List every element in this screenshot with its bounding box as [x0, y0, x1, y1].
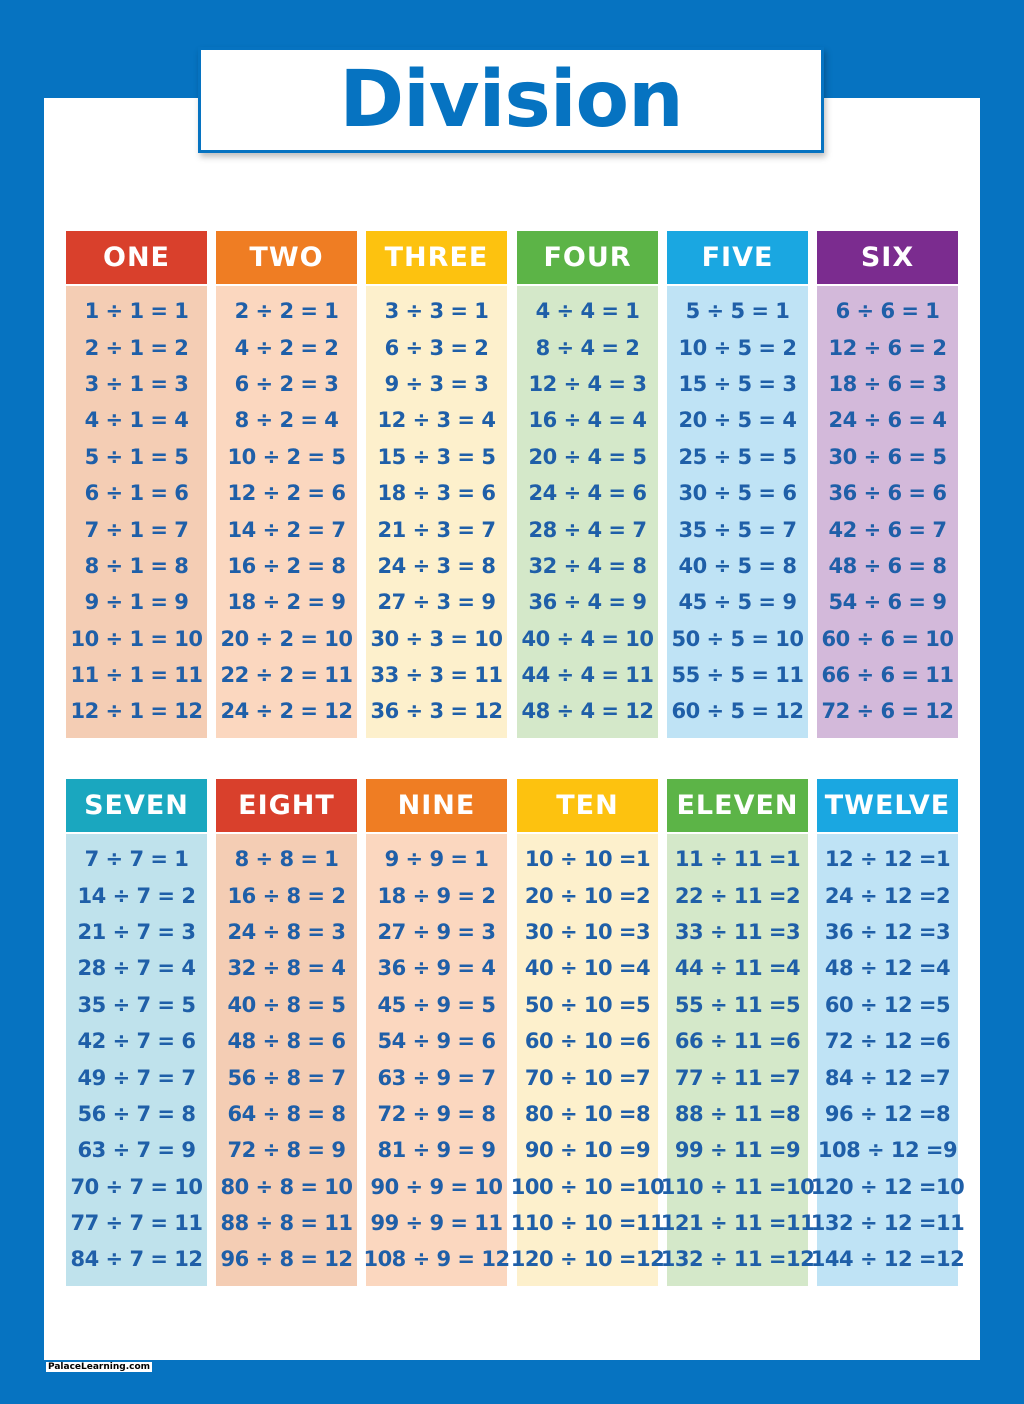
table-header: ELEVEN [667, 779, 808, 832]
equation-row: 20 ÷ 10 =2 [524, 883, 651, 908]
equation-row: 54 ÷ 6 = 9 [828, 590, 947, 615]
equation-row: 7 ÷ 7 = 1 [84, 847, 189, 872]
equation-row: 30 ÷ 5 = 6 [678, 481, 797, 506]
table-column-two [216, 231, 357, 738]
equation-row: 16 ÷ 4 = 4 [528, 408, 647, 433]
equation-row: 24 ÷ 12 =2 [824, 883, 951, 908]
equation-row: 24 ÷ 6 = 4 [828, 408, 947, 433]
equation-row: 56 ÷ 7 = 8 [77, 1101, 196, 1126]
table-column-nine [363, 779, 510, 1286]
equation-row: 24 ÷ 3 = 8 [377, 553, 496, 578]
table-column-one [66, 231, 207, 738]
equation-row: 50 ÷ 10 =5 [524, 992, 651, 1017]
equation-row: 60 ÷ 5 = 12 [671, 699, 804, 724]
table-column-twelve [810, 779, 965, 1286]
equation-row: 44 ÷ 4 = 11 [521, 663, 654, 688]
equation-row: 84 ÷ 12 =7 [824, 1065, 951, 1090]
equation-row: 55 ÷ 5 = 11 [671, 663, 804, 688]
table-header: TWO [216, 231, 357, 284]
equation-row: 50 ÷ 5 = 10 [671, 626, 804, 651]
table-header: TEN [517, 779, 658, 832]
equation-row: 12 ÷ 12 =1 [824, 847, 951, 872]
equation-row: 20 ÷ 2 = 10 [220, 626, 353, 651]
equation-row: 33 ÷ 11 =3 [674, 919, 801, 944]
equation-row: 132 ÷ 12 =11 [810, 1211, 965, 1236]
equation-row: 18 ÷ 9 = 2 [377, 883, 496, 908]
equation-row: 84 ÷ 7 = 12 [70, 1247, 203, 1272]
equation-row: 88 ÷ 8 = 11 [220, 1211, 353, 1236]
page-title: Division [339, 55, 683, 145]
equation-row: 144 ÷ 12 =12 [810, 1247, 965, 1272]
equation-row: 27 ÷ 3 = 9 [377, 590, 496, 615]
equation-row: 72 ÷ 12 =6 [824, 1029, 951, 1054]
table-column-six [817, 231, 958, 738]
equation-row: 72 ÷ 9 = 8 [377, 1101, 496, 1126]
equation-row: 28 ÷ 7 = 4 [77, 956, 196, 981]
table-column-ten [510, 779, 665, 1286]
equation-row: 20 ÷ 5 = 4 [678, 408, 797, 433]
equation-row: 30 ÷ 6 = 5 [828, 444, 947, 469]
equation-row: 11 ÷ 11 =1 [674, 847, 801, 872]
table-body [817, 286, 958, 738]
equation-row: 48 ÷ 8 = 6 [227, 1029, 346, 1054]
table-header: ONE [66, 231, 207, 284]
table-body [366, 286, 507, 738]
equation-row: 9 ÷ 3 = 3 [384, 371, 489, 396]
equation-row: 96 ÷ 12 =8 [824, 1101, 951, 1126]
equation-row: 77 ÷ 7 = 11 [70, 1211, 203, 1236]
equation-row: 6 ÷ 2 = 3 [234, 371, 339, 396]
equation-row: 88 ÷ 11 =8 [674, 1101, 801, 1126]
equation-row: 72 ÷ 8 = 9 [227, 1138, 346, 1163]
equation-row: 25 ÷ 5 = 5 [678, 444, 797, 469]
equation-row: 5 ÷ 1 = 5 [84, 444, 189, 469]
equation-row: 1 ÷ 1 = 1 [84, 299, 189, 324]
equation-row: 63 ÷ 7 = 9 [77, 1138, 196, 1163]
equation-row: 80 ÷ 8 = 10 [220, 1174, 353, 1199]
equation-row: 96 ÷ 8 = 12 [220, 1247, 353, 1272]
equation-row: 120 ÷ 12 =10 [810, 1174, 965, 1199]
equation-row: 16 ÷ 2 = 8 [227, 553, 346, 578]
equation-row: 99 ÷ 11 =9 [674, 1138, 801, 1163]
table-column-seven [66, 779, 207, 1286]
equation-row: 60 ÷ 10 =6 [524, 1029, 651, 1054]
equation-row: 72 ÷ 6 = 12 [821, 699, 954, 724]
equation-row: 108 ÷ 12 =9 [817, 1138, 958, 1163]
equation-row: 10 ÷ 5 = 2 [678, 335, 797, 360]
equation-row: 44 ÷ 11 =4 [674, 956, 801, 981]
equation-row: 8 ÷ 1 = 8 [84, 553, 189, 578]
table-body [667, 286, 808, 738]
equation-row: 81 ÷ 9 = 9 [377, 1138, 496, 1163]
equation-row: 60 ÷ 12 =5 [824, 992, 951, 1017]
equation-row: 27 ÷ 9 = 3 [377, 919, 496, 944]
table-body [517, 286, 658, 738]
footer-credit: PalaceLearning.com [48, 1362, 151, 1372]
equation-row: 110 ÷ 11 =10 [660, 1174, 815, 1199]
equation-row: 10 ÷ 10 =1 [524, 847, 651, 872]
table-header: EIGHT [216, 779, 357, 832]
equation-row: 66 ÷ 6 = 11 [821, 663, 954, 688]
equation-row: 18 ÷ 6 = 3 [828, 371, 947, 396]
table-body [216, 286, 357, 738]
equation-row: 77 ÷ 11 =7 [674, 1065, 801, 1090]
equation-row: 12 ÷ 6 = 2 [828, 335, 947, 360]
equation-row: 132 ÷ 11 =12 [660, 1247, 815, 1272]
equation-row: 8 ÷ 2 = 4 [234, 408, 339, 433]
equation-row: 10 ÷ 2 = 5 [227, 444, 346, 469]
equation-row: 49 ÷ 7 = 7 [77, 1065, 196, 1090]
equation-row: 8 ÷ 4 = 2 [535, 335, 640, 360]
equation-row: 8 ÷ 8 = 1 [234, 847, 339, 872]
table-header: NINE [366, 779, 507, 832]
equation-row: 3 ÷ 1 = 3 [84, 371, 189, 396]
equation-row: 42 ÷ 7 = 6 [77, 1029, 196, 1054]
equation-row: 110 ÷ 10 =11 [510, 1211, 665, 1236]
table-column-four [517, 231, 658, 738]
equation-row: 32 ÷ 4 = 8 [528, 553, 647, 578]
equation-row: 70 ÷ 10 =7 [524, 1065, 651, 1090]
equation-row: 80 ÷ 10 =8 [524, 1101, 651, 1126]
equation-row: 6 ÷ 6 = 1 [835, 299, 940, 324]
equation-row: 108 ÷ 9 = 12 [363, 1247, 510, 1272]
equation-row: 2 ÷ 2 = 1 [234, 299, 339, 324]
equation-row: 4 ÷ 4 = 1 [535, 299, 640, 324]
equation-row: 36 ÷ 9 = 4 [377, 956, 496, 981]
equation-row: 14 ÷ 2 = 7 [227, 517, 346, 542]
equation-row: 36 ÷ 6 = 6 [828, 481, 947, 506]
equation-row: 16 ÷ 8 = 2 [227, 883, 346, 908]
table-body [66, 834, 207, 1286]
equation-row: 36 ÷ 4 = 9 [528, 590, 647, 615]
equation-row: 45 ÷ 5 = 9 [678, 590, 797, 615]
table-column-eleven [660, 779, 815, 1286]
equation-row: 66 ÷ 11 =6 [674, 1029, 801, 1054]
equation-row: 4 ÷ 1 = 4 [84, 408, 189, 433]
equation-row: 48 ÷ 4 = 12 [521, 699, 654, 724]
equation-row: 21 ÷ 7 = 3 [77, 919, 196, 944]
table-header: FOUR [517, 231, 658, 284]
equation-row: 63 ÷ 9 = 7 [377, 1065, 496, 1090]
equation-row: 3 ÷ 3 = 1 [384, 299, 489, 324]
equation-row: 55 ÷ 11 =5 [674, 992, 801, 1017]
equation-row: 21 ÷ 3 = 7 [377, 517, 496, 542]
equation-row: 60 ÷ 6 = 10 [821, 626, 954, 651]
equation-row: 15 ÷ 5 = 3 [678, 371, 797, 396]
equation-row: 70 ÷ 7 = 10 [70, 1174, 203, 1199]
equation-row: 5 ÷ 5 = 1 [685, 299, 790, 324]
equation-row: 9 ÷ 1 = 9 [84, 590, 189, 615]
equation-row: 18 ÷ 3 = 6 [377, 481, 496, 506]
equation-row: 24 ÷ 4 = 6 [528, 481, 647, 506]
equation-row: 42 ÷ 6 = 7 [828, 517, 947, 542]
equation-row: 40 ÷ 4 = 10 [521, 626, 654, 651]
table-column-eight [216, 779, 357, 1286]
equation-row: 30 ÷ 3 = 10 [370, 626, 503, 651]
equation-row: 9 ÷ 9 = 1 [384, 847, 489, 872]
equation-row: 30 ÷ 10 =3 [524, 919, 651, 944]
table-header: TWELVE [817, 779, 958, 832]
equation-row: 35 ÷ 5 = 7 [678, 517, 797, 542]
equation-row: 4 ÷ 2 = 2 [234, 335, 339, 360]
equation-row: 12 ÷ 2 = 6 [227, 481, 346, 506]
table-header: SIX [817, 231, 958, 284]
equation-row: 99 ÷ 9 = 11 [370, 1211, 503, 1236]
equation-row: 64 ÷ 8 = 8 [227, 1101, 346, 1126]
equation-row: 36 ÷ 12 =3 [824, 919, 951, 944]
table-body [363, 834, 510, 1286]
equation-row: 48 ÷ 12 =4 [824, 956, 951, 981]
equation-row: 90 ÷ 9 = 10 [370, 1174, 503, 1199]
equation-row: 6 ÷ 3 = 2 [384, 335, 489, 360]
equation-row: 100 ÷ 10 =10 [510, 1174, 665, 1199]
equation-row: 12 ÷ 4 = 3 [528, 371, 647, 396]
equation-row: 32 ÷ 8 = 4 [227, 956, 346, 981]
equation-row: 2 ÷ 1 = 2 [84, 335, 189, 360]
equation-row: 24 ÷ 8 = 3 [227, 919, 346, 944]
equation-row: 6 ÷ 1 = 6 [84, 481, 189, 506]
equation-row: 54 ÷ 9 = 6 [377, 1029, 496, 1054]
table-column-five [667, 231, 808, 738]
equation-row: 7 ÷ 1 = 7 [84, 517, 189, 542]
table-body [510, 834, 665, 1286]
equation-row: 10 ÷ 1 = 10 [70, 626, 203, 651]
equation-row: 33 ÷ 3 = 11 [370, 663, 503, 688]
equation-row: 22 ÷ 2 = 11 [220, 663, 353, 688]
table-header: THREE [366, 231, 507, 284]
equation-row: 48 ÷ 6 = 8 [828, 553, 947, 578]
table-body [216, 834, 357, 1286]
equation-row: 28 ÷ 4 = 7 [528, 517, 647, 542]
equation-row: 40 ÷ 8 = 5 [227, 992, 346, 1017]
equation-row: 12 ÷ 3 = 4 [377, 408, 496, 433]
equation-row: 45 ÷ 9 = 5 [377, 992, 496, 1017]
table-body [660, 834, 815, 1286]
table-body [810, 834, 965, 1286]
table-header: FIVE [667, 231, 808, 284]
title-box [198, 47, 824, 153]
equation-row: 11 ÷ 1 = 11 [70, 663, 203, 688]
equation-row: 120 ÷ 10 =12 [510, 1247, 665, 1272]
table-column-three [366, 231, 507, 738]
equation-row: 121 ÷ 11 =11 [660, 1211, 815, 1236]
equation-row: 36 ÷ 3 = 12 [370, 699, 503, 724]
equation-row: 40 ÷ 5 = 8 [678, 553, 797, 578]
equation-row: 90 ÷ 10 =9 [524, 1138, 651, 1163]
equation-row: 24 ÷ 2 = 12 [220, 699, 353, 724]
equation-row: 56 ÷ 8 = 7 [227, 1065, 346, 1090]
equation-row: 14 ÷ 7 = 2 [77, 883, 196, 908]
equation-row: 15 ÷ 3 = 5 [377, 444, 496, 469]
table-header: SEVEN [66, 779, 207, 832]
equation-row: 35 ÷ 7 = 5 [77, 992, 196, 1017]
equation-row: 22 ÷ 11 =2 [674, 883, 801, 908]
table-body [66, 286, 207, 738]
equation-row: 40 ÷ 10 =4 [524, 956, 651, 981]
equation-row: 12 ÷ 1 = 12 [70, 699, 203, 724]
equation-row: 18 ÷ 2 = 9 [227, 590, 346, 615]
equation-row: 20 ÷ 4 = 5 [528, 444, 647, 469]
